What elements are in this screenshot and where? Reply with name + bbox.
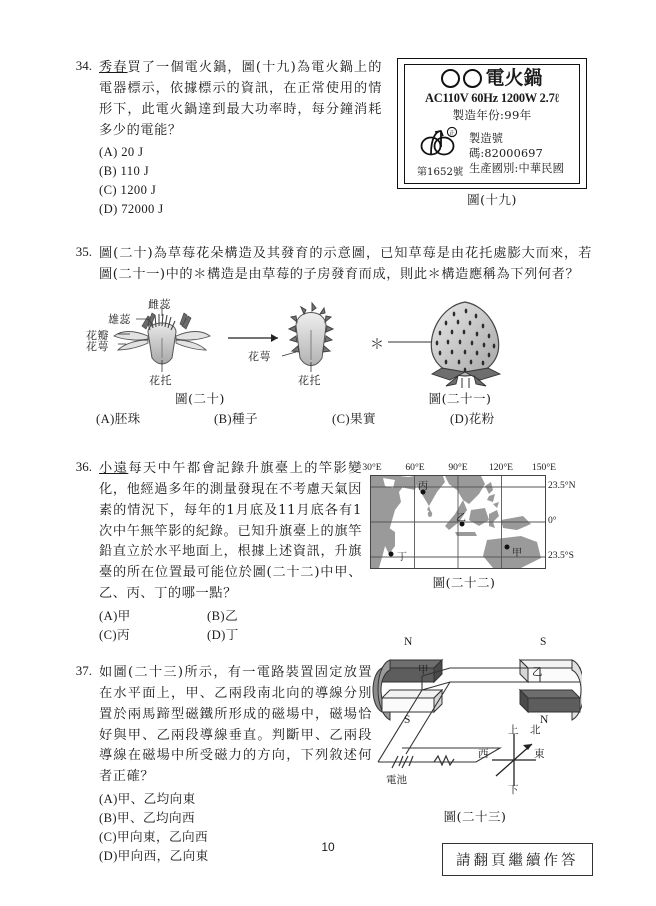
question-35-number: 35.	[75, 244, 92, 259]
option-c[interactable]: (C)甲向東，乙向西	[99, 829, 208, 844]
resistor-symbol	[434, 756, 454, 765]
option-d[interactable]: (D)丁	[207, 627, 239, 642]
latitude-label-equator: 0°	[548, 515, 557, 526]
question-34	[62, 58, 382, 219]
appliance-serial: 製造號碼:82000697	[469, 131, 543, 160]
question-35	[62, 244, 592, 286]
question-37	[62, 663, 372, 866]
longitude-label: 30°E	[362, 462, 382, 473]
compass-label-east: 東	[534, 748, 545, 760]
map-point-ding	[389, 552, 394, 557]
option-d[interactable]: (D)花粉	[450, 412, 495, 426]
longitude-labels	[362, 462, 557, 475]
question-34-options	[99, 143, 382, 219]
wire-label-jia: 甲	[418, 664, 429, 676]
appliance-title-row	[411, 69, 573, 88]
question-37-stem: 如圖(二十三)所示，有一電路裝置固定放置在水平面上，甲、乙兩段南北向的導線分別置於兩馬蹄型磁鐵所形成的磁場中，磁場恰好與甲、乙兩段導線垂直。判斷甲、乙兩段導線在磁場中所受磁力的方向，下列敘述何者正確？	[99, 665, 372, 785]
appliance-country: 生產國別:中華民國	[469, 161, 565, 175]
option-a[interactable]: (A)胚珠	[96, 412, 141, 426]
question-34-name: 秀春	[99, 60, 128, 75]
latitude-label-south: 23.5°S	[548, 550, 574, 561]
compass-label-west: 西	[478, 748, 489, 760]
asterisk-marker: ＊	[370, 337, 385, 353]
question-35-stem: 圖(二十)為草莓花朵構造及其發育的示意圖，已知草莓是由花托處膨大而來，若圖(二十一)中的＊構造是由草莓的子房發育而成，則此＊構造應稱為下列何者？	[99, 246, 592, 282]
option-a[interactable]: (A)甲	[99, 609, 131, 624]
figure-19	[397, 58, 587, 208]
label-stamen: 雄蕊	[108, 313, 131, 326]
wire-label-yi: 乙	[532, 666, 543, 678]
option-c[interactable]: (C) 1200 J	[99, 183, 157, 198]
option-b[interactable]: (B)乙	[207, 609, 238, 624]
map-point-label-jia: 甲	[512, 548, 522, 559]
longitude-label: 60°E	[405, 462, 425, 473]
question-34-number: 34.	[75, 58, 92, 73]
compass-axes	[492, 734, 536, 786]
label-sepal-2: 花萼	[248, 350, 271, 363]
label-petal: 花瓣	[86, 329, 109, 342]
bsmi-certification-icon	[418, 126, 462, 160]
figure-19-caption: 圖(十九)	[467, 192, 517, 207]
option-d[interactable]: (D) 72000 J	[99, 202, 164, 217]
circuit-magnet-diagram	[372, 636, 582, 805]
option-b[interactable]: (B)種子	[214, 412, 258, 426]
appliance-label-box	[397, 58, 587, 189]
longitude-label: 120°E	[488, 462, 514, 473]
option-b[interactable]: (B)甲、乙均向西	[99, 811, 195, 826]
label-sepal: 花萼	[86, 340, 109, 353]
mark-number: 第1652號	[416, 167, 464, 178]
longitude-label: 90°E	[448, 462, 468, 473]
option-b[interactable]: (B) 110 J	[99, 164, 150, 179]
compass-label-north: 北	[530, 724, 541, 736]
option-d[interactable]: (D)甲向西，乙向東	[99, 848, 209, 863]
right-magnet-south-label: S	[540, 636, 547, 648]
appliance-spec: AC110V 60Hz 1200W 2.7ℓ	[424, 91, 560, 105]
compass-label-up: 上	[508, 724, 519, 736]
option-c[interactable]: (C)果實	[332, 412, 376, 426]
appliance-title: 電火鍋	[485, 67, 543, 89]
compass-label-down: 下	[508, 784, 519, 796]
question-35-options	[96, 410, 576, 429]
option-c[interactable]: (C)丙	[99, 627, 130, 642]
map-point-label-ding: 丁	[397, 552, 407, 563]
map-point-jia	[505, 545, 510, 550]
map-point-label-bing: 丙	[418, 481, 428, 492]
continue-notice: 請翻頁繼續作答	[442, 843, 593, 876]
figure-23-caption: 圖(二十三)	[443, 809, 507, 824]
left-magnet-north-label: N	[404, 636, 413, 648]
battery-label: 電池	[386, 774, 407, 786]
figure-20-caption: 圖(二十)	[175, 391, 225, 406]
bsmi-mark-wrap	[411, 126, 469, 178]
question-36	[62, 459, 362, 645]
right-magnet-north-label: N	[540, 714, 549, 726]
figure-20	[86, 296, 346, 407]
page-number: 10	[321, 840, 335, 854]
figure-21	[370, 296, 550, 407]
question-36-stem: 小遠每天中午都會記錄升旗臺上的竿影變化，他經過多年的測量發現在不考慮天氣因素的情況下，每年的1月底及11月底各有1次中午無竿影的紀錄。已知升旗臺上的旗竿鉛直立於水平地面上，根據上述資訊，升旗臺的所在位置最可能位於圖(二十二)中甲、乙、丙、丁的哪一點？	[99, 461, 362, 602]
label-pistil: 雌蕊	[148, 298, 171, 311]
figure-22	[360, 462, 592, 591]
longitude-label: 150°E	[531, 462, 557, 473]
question-34-stem: 秀春買了一個電火鍋，圖(十九)為電火鍋上的電器標示，依據標示的資訊，在正常使用的情形下，此電火鍋達到最大功率時，每分鐘消耗多少的電能？	[99, 60, 382, 138]
figure-21-caption: 圖(二十一)	[428, 391, 492, 406]
question-37-options	[99, 790, 372, 866]
label-receptacle: 花托	[149, 374, 172, 387]
question-36-options	[99, 607, 362, 645]
svg-text:正: 正	[448, 130, 456, 137]
question-36-number: 36.	[75, 459, 92, 474]
left-magnet-south-label: S	[404, 714, 411, 726]
figure-23	[372, 636, 590, 825]
question-37-number: 37.	[75, 663, 92, 678]
figure-22-caption: 圖(二十二)	[432, 575, 496, 590]
circle-icon	[463, 69, 482, 88]
option-a[interactable]: (A)甲、乙均向東	[99, 792, 196, 807]
circle-icon	[441, 69, 460, 88]
world-map	[370, 475, 546, 569]
map-point-label-yi: 乙	[456, 513, 466, 524]
label-receptacle-2: 花托	[298, 374, 321, 387]
option-a[interactable]: (A) 20 J	[99, 145, 144, 160]
question-36-name: 小遠	[99, 461, 129, 476]
appliance-year: 製造年份:99年	[452, 108, 532, 122]
strawberry-fruit-diagram	[370, 296, 550, 388]
latitude-label-north: 23.5°N	[548, 480, 576, 491]
